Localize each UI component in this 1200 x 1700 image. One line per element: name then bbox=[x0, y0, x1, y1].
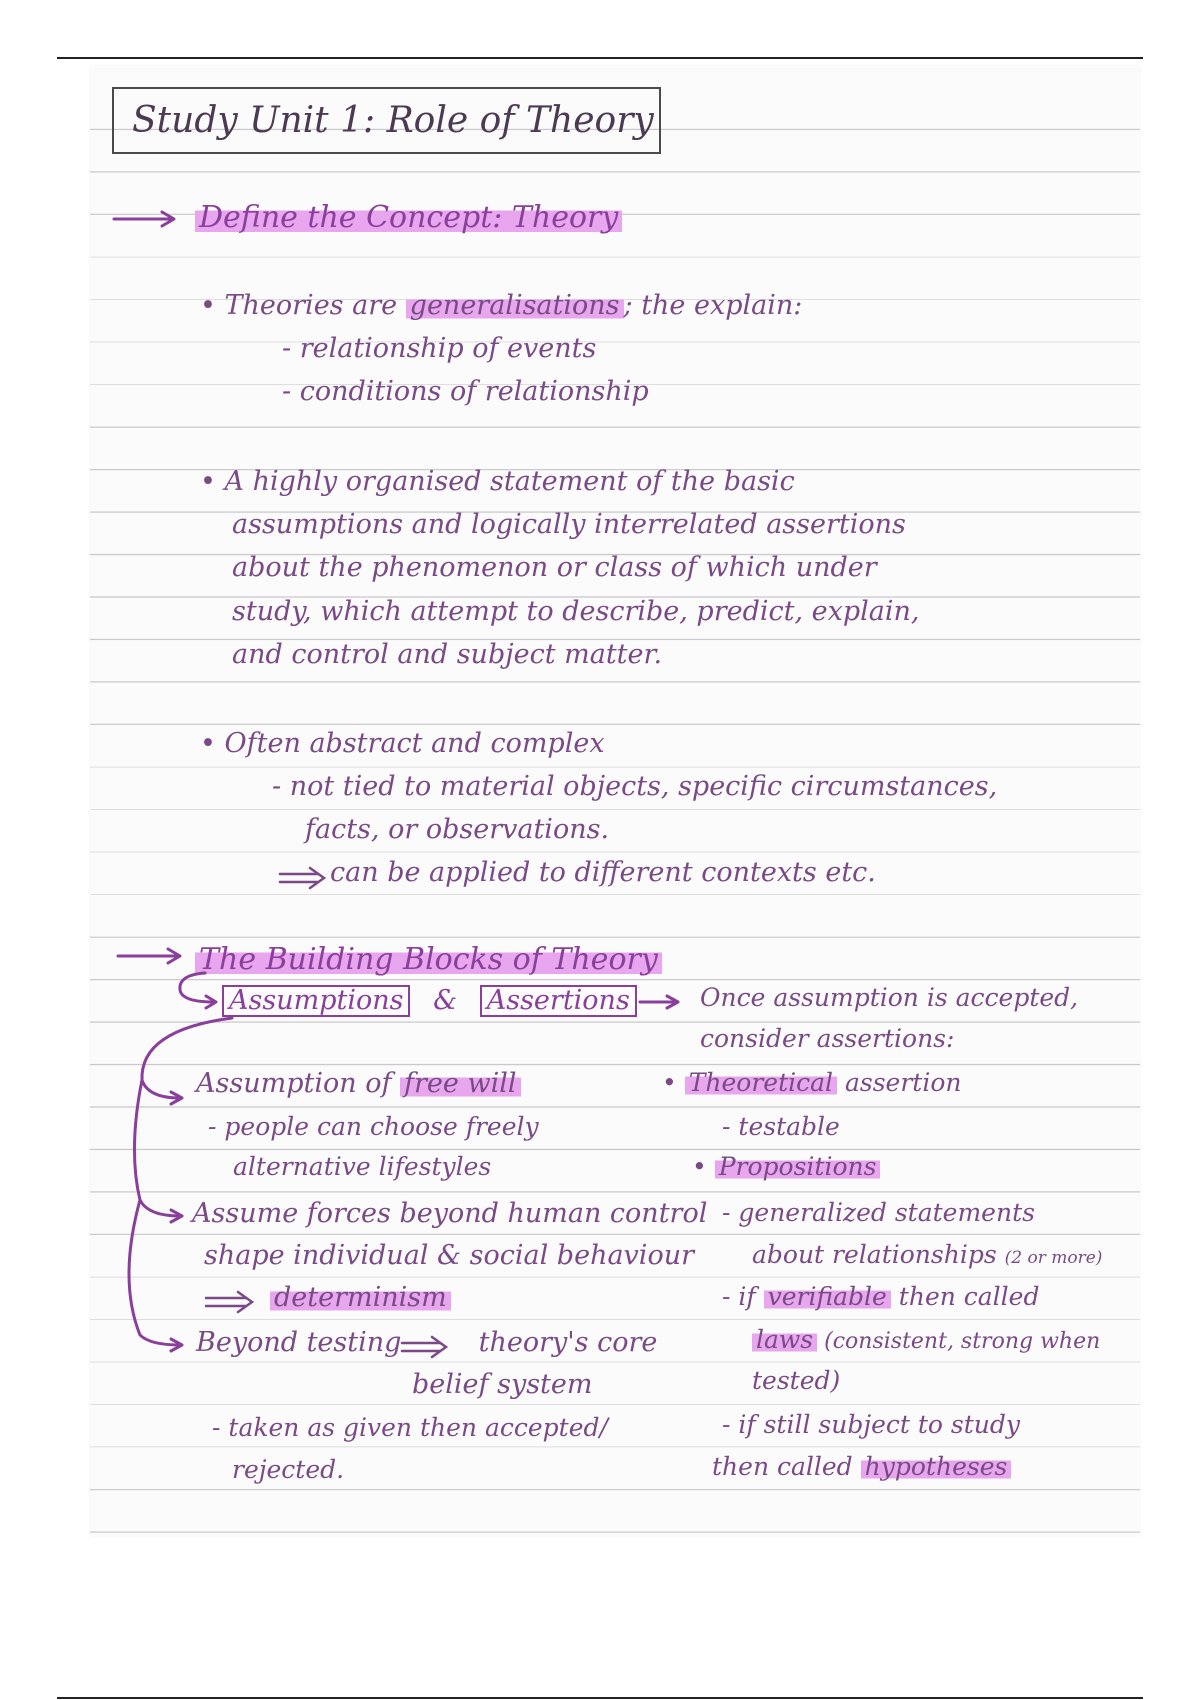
a3-sub1: - taken as given then accepted/ bbox=[212, 1413, 608, 1442]
r2-sub5: tested) bbox=[752, 1366, 841, 1395]
bracket-arrow2-icon bbox=[134, 1080, 180, 1216]
r2-sub3-prefix: - if bbox=[722, 1282, 764, 1311]
bullet3-arrow-text: can be applied to different contexts etc. bbox=[330, 857, 876, 888]
a3-prefix: Beyond testing bbox=[196, 1327, 402, 1358]
bullet2-line4: study, which attempt to describe, predict, explain, bbox=[232, 596, 920, 627]
bullet3-sub1: - not tied to material objects, specific circumstances, bbox=[272, 771, 998, 802]
bullet3-line1-text: Often abstract and complex bbox=[224, 728, 605, 759]
bullet1-sub2: - conditions of relationship bbox=[282, 376, 649, 407]
bullet2-line1: • A highly organised statement of the basic bbox=[200, 466, 795, 497]
bullet2-line5: and control and subject matter. bbox=[232, 639, 663, 670]
beyond-arrowhead-icon bbox=[432, 1337, 446, 1357]
r2-sub6: - if still subject to study bbox=[722, 1410, 1021, 1439]
a3-line2: belief system bbox=[412, 1369, 593, 1400]
r1-line: • Theoretical assertion bbox=[662, 1068, 962, 1097]
double-arrowhead-icon bbox=[310, 868, 324, 888]
bottom-rule bbox=[57, 1697, 1143, 1699]
r2-sub7-prefix: then called bbox=[712, 1452, 861, 1481]
bullet1-highlight: generalisations bbox=[406, 290, 624, 321]
r2-sub4-rest: (consistent, strong when bbox=[817, 1329, 1101, 1354]
r1-suffix: assertion bbox=[837, 1068, 962, 1097]
propositions-highlight: Propositions bbox=[715, 1152, 881, 1181]
verifiable-highlight: verifiable bbox=[764, 1282, 891, 1311]
right-intro1: Once assumption is accepted, bbox=[700, 983, 1079, 1012]
section2-heading-text: The Building Blocks of Theory bbox=[195, 942, 662, 977]
bullet1-suffix: ; the explain: bbox=[623, 290, 803, 321]
bullet2-line3: about the phenomenon or class of which under bbox=[232, 552, 877, 583]
bullet1-prefix: Theories are bbox=[224, 290, 406, 321]
a1-sub1: - people can choose freely bbox=[208, 1112, 539, 1141]
assertions-box: Assertions bbox=[480, 985, 637, 1017]
page-title: Study Unit 1: Role of Theory bbox=[132, 100, 654, 141]
theoretical-highlight: Theoretical bbox=[685, 1068, 837, 1097]
a2-line2: shape individual & social behaviour bbox=[204, 1240, 694, 1271]
section1-heading-text: Define the Concept: Theory bbox=[195, 200, 622, 235]
determinism-highlight: determinism bbox=[270, 1282, 451, 1313]
r2-line: • Propositions bbox=[692, 1152, 880, 1182]
a1-prefix: Assumption of bbox=[196, 1068, 401, 1099]
r2-sub2-small: (2 or more) bbox=[1004, 1248, 1103, 1268]
r2-sub1: - generalized statements bbox=[722, 1198, 1035, 1227]
a2-line1: Assume forces beyond human control bbox=[192, 1198, 708, 1229]
a1-highlight: free will bbox=[400, 1068, 520, 1099]
ampersand: & bbox=[433, 985, 458, 1016]
laws-highlight: laws bbox=[752, 1325, 817, 1354]
hypotheses-highlight: hypotheses bbox=[861, 1452, 1012, 1481]
bracket-arrow1-icon bbox=[142, 1018, 232, 1098]
r2-sub3-suffix: then called bbox=[890, 1282, 1040, 1311]
bullet1: • Theories are generalisations ; the explain: bbox=[200, 290, 803, 321]
a3-sub2: rejected. bbox=[232, 1455, 345, 1484]
assumptions-box: Assumptions bbox=[222, 985, 410, 1017]
right-intro2: consider assertions: bbox=[700, 1024, 955, 1053]
a3-suffix: theory's core bbox=[478, 1327, 658, 1358]
bullet2-line2: assumptions and logically interrelated assertions bbox=[232, 509, 906, 540]
bullet1-sub1: - relationship of events bbox=[282, 333, 597, 364]
determinism-arrowhead-icon bbox=[238, 1292, 252, 1312]
bullet3-line1: • Often abstract and complex bbox=[200, 728, 605, 759]
bullet3-sub1b: facts, or observations. bbox=[305, 814, 610, 845]
r1-sub: - testable bbox=[722, 1112, 840, 1141]
bullet2-line1-text: A highly organised statement of the basic bbox=[224, 466, 795, 497]
r2-sub2-main: about relationships bbox=[752, 1240, 1005, 1269]
a1-sub2: alternative lifestyles bbox=[233, 1152, 492, 1181]
